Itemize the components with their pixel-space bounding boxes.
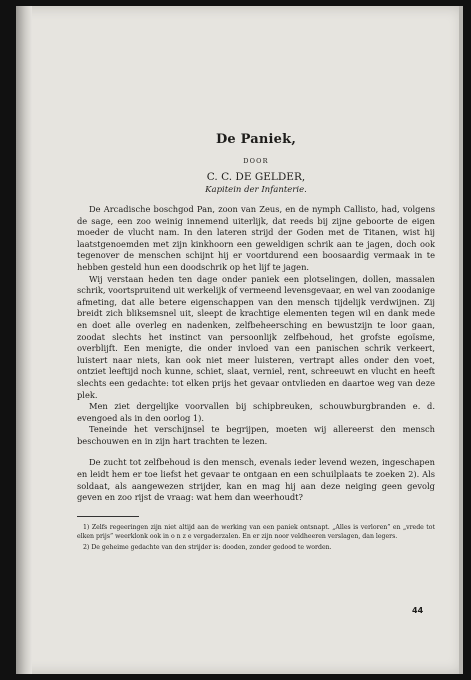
paragraph-4: Teneinde het verschijnsel te begrijpen, moeten wij allereerst den mensch beschouwen en in zijn hart trachten te lezen. [77,424,435,446]
footnote-1: 1) Zelfs regeeringen zijn niet altijd aan de werking van een paniek ontsnapt. „Alles is verloren” en „vrede tot elken prijs” weerklonk ook in o n z e vergaderzalen. En er zijn noor veldheeren verslagen, dan legers. [77,523,435,540]
paragraph-1: De Arcadische boschgod Pan, zoon van Zeus, en de nymph Callisto, had, volgens de sage, een zoo weinig innemend uiterlijk, dat reeds bij zijne geboorte de eigen moeder de vlucht nam. In den lateren strijd der Goden met de Titanen, wist hij laatstgenoemden met zijn kinkhoorn een geweldigen schrik aan te jagen, doch ook tegenover de menschen schijnt hij er voortdurend een boosaardig vermaak in te hebben gesteld hun een doodschrik op het lijf te jagen. [77,204,435,272]
byline-door: DOOR [243,157,269,165]
author-name: C. C. DE GELDER, [206,171,306,183]
paragraph-2: Wij verstaan heden ten dage onder paniek een plotselingen, dollen, massalen schrik, voortspruitend uit werkelijk of vermeend levensgevaar, en wel van zoodanige afmeting, dat alle betere eigenschappen van den mensch tijdelijk verdwijnen. Zij breidt zich bliksemsnel uit, sleept de krachtige elementen tegen wil en dank mede en doet alle overleg en nadenken, zelfbeheersching en bewustzijn te loor gaan, zoodat slechts het instinct van persoonlijk zelfbehoud, het grofste egoïsme, overblijft. Een menigte, die onder invloed van een panischen schrik verkeert, luistert naar niets, kan ook niet meer luisteren, vertrapt alles onder den voet, ontziet leeftijd noch kunne, schiet, slaat, verniel, rent, schreeuwt en vlucht en heeft slechts een gedachte: tot elken prijs het gevaar ontvlieden en daartoe weg van deze plek. [77,273,435,400]
page-number: 44 [412,606,424,615]
page-binding [16,6,32,674]
paragraph-3: Men ziet dergelijke voorvallen bij schipbreuken, schouwburgbranden e. d. evengoed als in den oorlog 1). [77,401,435,423]
author-rank: Kapitein der Infanterie. [205,185,307,195]
footnote-rule [77,516,139,517]
book-page [16,6,463,674]
paragraph-5: De zucht tot zelfbehoud is den mensch, evenals ieder levend wezen, ingeschapen en leidt hem er toe liefst het gevaar te ontgaan en een schuilplaats te zoeken 2). Als soldaat, als aangewezen strijder, kan en mag hij aan deze neiging geen gevolg geven en zoo rijst de vraag: wat hem dan weerhoudt? [77,457,435,503]
page-edge [459,6,463,674]
footnote-2: 2) De geheime gedachte van den strijder is: dooden, zonder gedood te worden. [83,543,332,551]
article-title: De Paniek, [215,132,297,147]
article-body [77,132,435,554]
